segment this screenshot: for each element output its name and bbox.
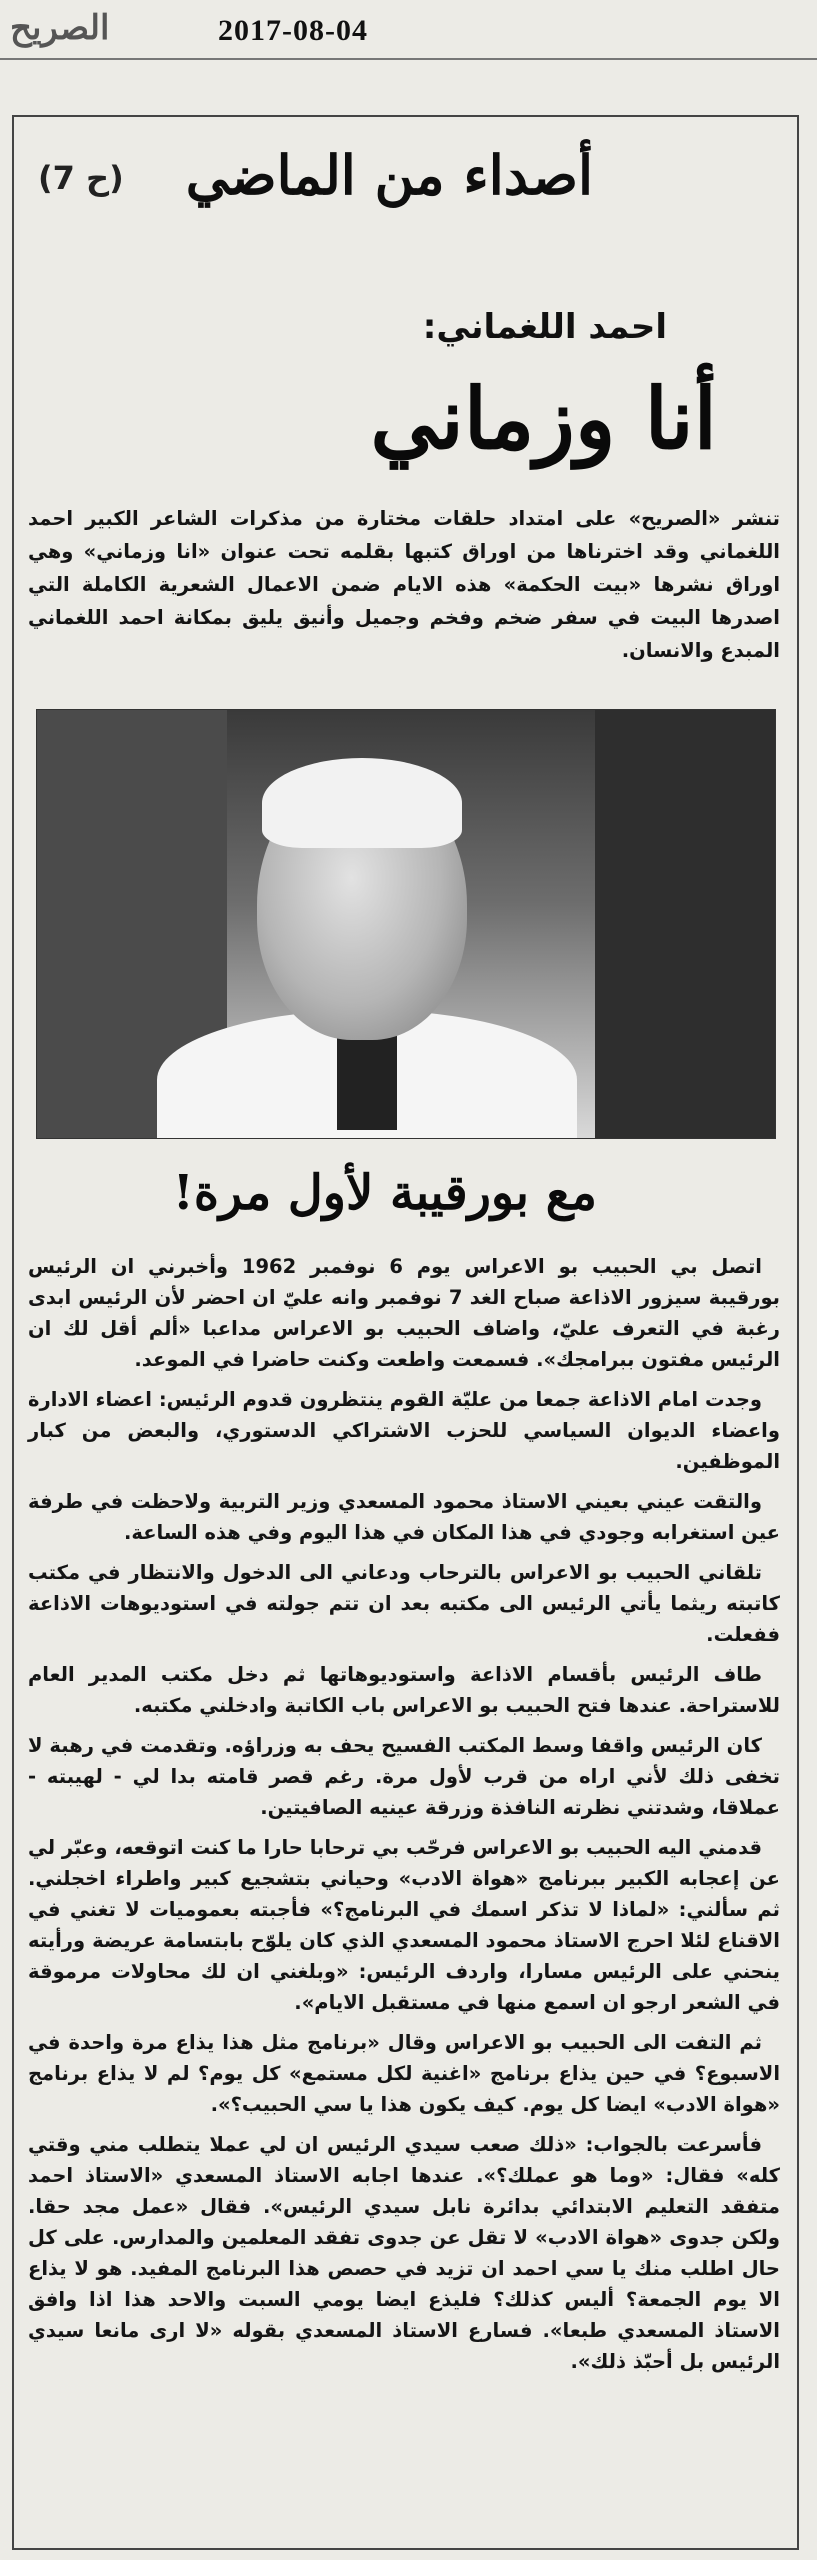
body-paragraph: فأسرعت بالجواب: «ذلك صعب سيدي الرئيس ان لي عملا يتطلب مني وقتي كله» فقال: «وما هو عملك؟». عندها اجابه الاستاذ المسعدي «الاستاذ احمد متفقد التعليم الابتدائي بدائرة نابل سيدي الرئيس». فقال «عمل مجد حقا. ولكن جدوى «هواة الادب» لا تقل عن جدوى تفقد المعلمين والمدارس. على كل حال اطلب منك يا سي احمد ان تزيد في حصص هذا البرنامج المفيد. هو لا يذاع الا يوم الجمعة؟ أليس كذلك؟ فليذع ايضا يومي السبت والاحد هذا اذا وافق الاستاذ المسعدي طبعا». فسارع الاستاذ المسعدي بقوله «لا ارى مانعا سيدي الرئيس بل أحبّذ ذلك». <box>28 2133 780 2373</box>
portrait-photo <box>36 709 776 1139</box>
body-paragraph: والتقت عيني بعيني الاستاذ محمود المسعدي وزير التربية ولاحظت في طرفة عين استغرابه وجودي في هذا المكان في هذا اليوم وفي هذه الساعة. <box>28 1490 780 1544</box>
body-paragraph: تلقاني الحبيب بو الاعراس بالترحاب ودعاني الى الدخول والانتظار في مكتب كاتبته ريثما يأتي الرئيس الى مكتبه بعد ان تتم جولته في استوديوهات الاذاعة ففعلت. <box>28 1561 780 1646</box>
series-header <box>28 135 768 235</box>
photo-hair <box>262 758 462 848</box>
author-name: احمد اللغماني: <box>422 307 667 347</box>
body-paragraph: وجدت امام الاذاعة جمعا من عليّة القوم ينتظرون قدوم الرئيس: اعضاء الادارة واعضاء الديوان السياسي للحزب الاشتراكي الدستوري، والبعض من كبار الموظفين. <box>28 1388 780 1473</box>
section-title: مع بورقيبة لأول مرة! <box>172 1165 597 1221</box>
photo-background-right <box>595 710 775 1138</box>
body-paragraph: كان الرئيس واقفا وسط المكتب الفسيح يحف به وزراؤه. وتقدمت في رهبة لا تخفى ذلك لأني اراه من قرب لأول مرة. رغم قصر قامته بدا لي - لهيبته - عملاقا، وشدتني نظرته النافذة وزرقة عينيه الصافيتين. <box>28 1734 780 1819</box>
series-title: أصداء من الماضي <box>185 143 593 207</box>
masthead <box>0 0 817 62</box>
series-part-number: (ح 7) <box>38 159 124 197</box>
body-paragraph: اتصل بي الحبيب بو الاعراس يوم 6 نوفمبر 1962 وأخبرني ان الرئيس بورقيبة سيزور الاذاعة صباح الغد 7 نوفمبر وانه عليّ ان احضر لأن الرئيس ابدى رغبة في التعرف عليّ، واضاف الحبيب بو الاعراس مداعبا «ألم أقل لك ان الرئيس مفتون ببرامجك». فسمعت واطعت وكنت حاضرا في الموعد. <box>28 1255 781 1371</box>
article-body <box>28 1251 780 2386</box>
body-paragraph: طاف الرئيس بأقسام الاذاعة واستوديوهاتها ثم دخل مكتب المدير العام للاستراحة. عندها فتح الحبيب بو الاعراس باب الكاتبة وادخلني مكتبه. <box>28 1663 780 1717</box>
publication-date: 2017-08-04 <box>218 14 368 47</box>
masthead-rule <box>0 58 817 60</box>
body-paragraph: ثم التفت الى الحبيب بو الاعراس وقال «برنامج مثل هذا يذاع مرة واحدة في الاسبوع؟ في حين يذاع برنامج «اغنية لكل مستمع» كل يوم؟ لم لا يذاع برنامج «هواة الادب» ايضا كل يوم. كيف يكون هذا يا سي الحبيب؟». <box>28 2031 780 2116</box>
article-frame <box>12 115 799 2550</box>
headline: أنا وزماني <box>370 369 717 468</box>
article-intro: تنشر «الصريح» على امتداد حلقات مختارة من مذكرات الشاعر الكبير احمد اللغماني وقد اخترناها من اوراق كتبها بقلمه تحت عنوان «انا وزماني» وهي اوراق نشرها «بيت الحكمة» هذه الايام ضمن الاعمال الشعرية الكاملة التي اصدرها البيت في سفر ضخم وفخم وجميل وأنيق يليق بمكانة احمد اللغماني المبدع والانسان. <box>28 507 780 662</box>
body-paragraph: قدمني اليه الحبيب بو الاعراس فرحّب بي ترحابا حارا ما كنت اتوقعه، وعبّر لي عن إعجابه الكبير ببرنامج «هواة الادب» وحياني بتشجيع كبير واطراء اخجلني. ثم سألني: «لماذا لا تذكر اسمك في البرنامج؟» فأجبته بعموميات لا تغني في الاقناع لئلا احرج الاستاذ محمود المسعدي الذي كان يلوّح بابتسامة عريضة ورأيته ينحني على الرئيس مسارا، واردف الرئيس: «وبلغني ان لك محاولات مرموقة في الشعر ارجو ان اسمع منها في مستقبل الايام». <box>28 1836 780 2014</box>
newspaper-logo: الصريح <box>10 8 110 48</box>
